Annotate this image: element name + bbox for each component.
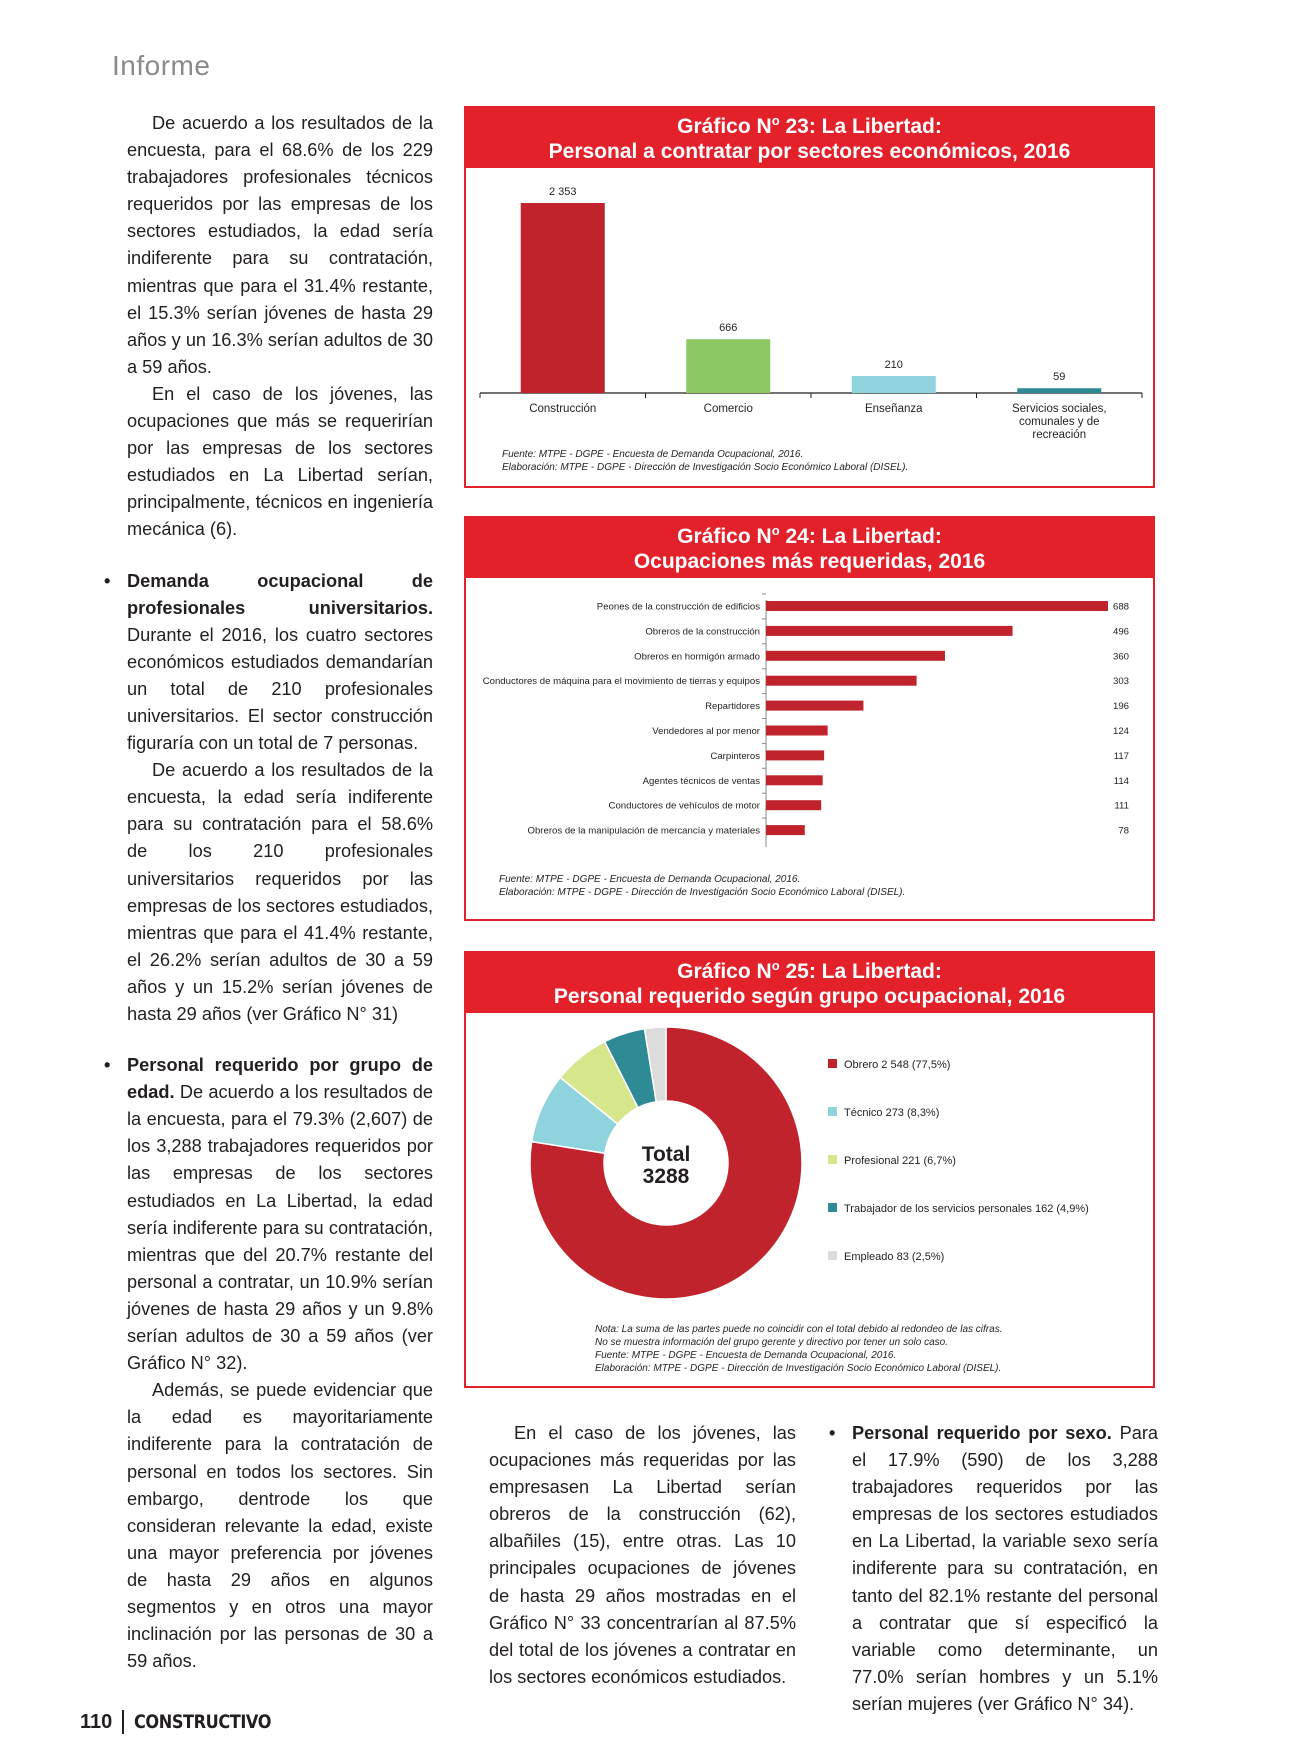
bullet-paragraph	[127, 568, 433, 758]
data-label: 117	[1113, 750, 1129, 762]
bar	[766, 800, 821, 810]
category-label: Servicios sociales, comunales y de recreación	[1011, 403, 1107, 441]
category-label: Carpinteros	[710, 750, 760, 762]
legend-swatch	[828, 1107, 837, 1116]
chart-notes: Nota: La suma de las partes puede no coincidir con el total debido al redondeo de las cifras. No se muestra información del grupo gerente y directivo por tener un solo caso. Fuente: MTPE - DGPE - Encuesta de Demanda Ocupacional, 2016. Elaboración: MTPE - DGPE - Dirección de Investigación Socio Económico Laboral (DISEL).	[595, 1324, 1003, 1374]
legend-label: Profesional 221 (6,7%)	[844, 1155, 956, 1167]
category-label: Construcción	[529, 403, 597, 415]
paragraph: En el caso de los jóvenes, las ocupaciones más requeridas por las empresasen La Libertad serían obreros de la construcción (62), albañiles (15), entre otras. Las 10 principales ocupaciones de jóvenes de hasta 29 años mostradas en el Gráfico N° 33 concentrarían al 87.5% del total de los jóvenes a contratar en los sectores económicos estudiados.	[489, 1423, 796, 1687]
paragraph: De acuerdo a los resultados de la encuesta, la edad sería indiferente para su contratación para el 58.6% de los 210 profesionales universitarios requeridos por las empresas de los sectores estudiados, mientras que para el 41.4% restante, el 26.2% serían adultos de 30 a 59 años y un 15.2% serían jóvenes de hasta 29 años (ver Gráfico N° 31)	[127, 760, 433, 1024]
donut-chart-25	[466, 1013, 1153, 1313]
chart-title: Gráfico $N^o$ 25: La Libertad: Personal requerido según grupo ocupacional, 2016	[466, 953, 1153, 1013]
bar	[766, 726, 828, 736]
data-label: 496	[1112, 626, 1129, 638]
category-label: Obreros de la manipulación de mercancía y materiales	[527, 825, 760, 837]
data-label: 666	[719, 322, 738, 335]
chart-source: Fuente: MTPE - DGPE - Encuesta de Demanda Ocupacional, 2016. Elaboración: MTPE - DGPE - Dirección de Investigación Socio Económico Laboral (DISEL).	[502, 449, 909, 473]
bar	[766, 651, 945, 661]
bar	[766, 626, 1013, 636]
chart-subtitle: Ocupaciones más requeridas, 2016	[633, 550, 986, 573]
category-label: Agentes técnicos de ventas	[642, 775, 760, 787]
chart-source: Fuente: MTPE - DGPE - Encuesta de Demanda Ocupacional, 2016. Elaboración: MTPE - DGPE - Dirección de Investigación Socio Económico Laboral (DISEL).	[499, 874, 906, 898]
legend-swatch	[828, 1155, 837, 1164]
magazine-logo: CONSTRUCTIVO	[134, 1711, 272, 1733]
paragraph: En el caso de los jóvenes, las ocupaciones que más se requerirían por las empresas de los sectores estudiados en La Libertad serían, principalmente, técnicos en ingeniería mecánica (6).	[127, 383, 433, 540]
category-label: Peones de la construcción de edificios	[596, 601, 760, 613]
paragraph: Además, se puede evidenciar que la edad es mayoritariamente indiferente para la contratación de personal en todos los sectores. Sin embargo, dentrode los que consideran relevante la edad, existe una mayor preferencia por jóvenes de hasta 29 años en algunos segmentos y en otros una mayor inclinación por las personas de 30 a 59 años.	[127, 1380, 433, 1672]
bar	[1017, 388, 1101, 393]
chart-subtitle: Personal a contratar por sectores económicos, 2016	[548, 140, 1071, 163]
bullet-paragraph	[852, 1420, 1158, 1718]
data-label: 2 353	[548, 186, 577, 198]
left-column	[127, 110, 433, 1675]
chart-25	[464, 951, 1155, 1388]
legend-label: Trabajador de los servicios personales 162 (4,9%)	[844, 1203, 1089, 1215]
legend-swatch	[828, 1059, 837, 1068]
data-label: 59	[1053, 371, 1066, 384]
bullet-title: Demanda ocupacional de profesionales universitarios.	[127, 570, 433, 618]
bar-chart-23	[466, 168, 1153, 441]
hbar-chart-24	[466, 578, 1153, 863]
page-footer	[80, 1710, 295, 1734]
category-label: Enseñanza	[864, 403, 923, 415]
bullet-text: Durante el 2016, los cuatro sectores económicos estudiados demandarían un total de 210 profesionales universitarios. El sector construcción figuraría con un total de 7 personas.	[127, 624, 433, 754]
bar	[852, 376, 936, 393]
data-label: 124	[1112, 726, 1129, 737]
chart-subtitle: Personal requerido según grupo ocupacional, 2016	[553, 985, 1066, 1008]
category-label: Obreros de la construcción	[645, 626, 760, 638]
paragraph: De acuerdo a los resultados de la encuesta, para el 68.6% de los 229 trabajadores profesionales técnicos requeridos por las empresas de los sectores estudiados, la edad sería indiferente para su contratación, mientras que para el 31.4% restante, el 15.3% serían jóvenes de hasta 29 años y un 16.3% serían adultos de 30 a 59 años.	[127, 113, 433, 377]
legend-swatch	[828, 1251, 837, 1260]
data-label: 688	[1112, 601, 1129, 613]
data-label: 210	[884, 359, 903, 372]
bar	[766, 676, 917, 686]
bar	[766, 701, 863, 711]
center-label: Total	[641, 1143, 691, 1166]
data-label: 111	[1114, 800, 1129, 812]
data-label: 114	[1113, 775, 1129, 787]
bullet-text: De acuerdo a los resultados de la encuesta, para el 79.3% (2,607) de los 3,288 trabajadores requeridos por las empresas de los sectores estudiados en La Libertad, la edad sería indiferente para su contratación, mientras que del 20.7% restante del personal a contratar, un 10.9% serían jóvenes de hasta 29 años y un 9.8% serían adultos de 30 a 59 años (ver Gráfico N° 32).	[127, 1082, 433, 1374]
legend-swatch	[828, 1203, 837, 1212]
bullet-text: Para el 17.9% (590) de los 3,288 trabajadores requeridos por las empresas de los sectores estudiados en La Libertad, la variable sexo sería indiferente para su contratación, en tanto del 82.1% restante del personal a contratar que sí especificó la variable como determinante, un 77.0% serían hombres y un 5.1% serían mujeres (ver Gráfico N° 34).	[852, 1423, 1158, 1714]
bar	[766, 825, 805, 835]
bullet-paragraph	[127, 1052, 433, 1377]
category-label: Repartidores	[705, 701, 760, 713]
category-label: Comercio	[703, 403, 753, 415]
footer-divider	[122, 1710, 124, 1734]
center-total: 3288	[642, 1165, 690, 1188]
category-label: Vendedores al por menor	[652, 726, 760, 737]
right-column	[852, 1420, 1158, 1718]
legend-label: Empleado 83 (2,5%)	[844, 1251, 945, 1263]
category-label: Obreros en hormigón armado	[634, 651, 760, 663]
data-label: 196	[1112, 701, 1129, 713]
legend-label: Obrero 2 548 (77,5%)	[844, 1059, 951, 1071]
data-label: 303	[1112, 676, 1129, 688]
data-label: 360	[1112, 651, 1129, 663]
data-label: 78	[1118, 825, 1129, 837]
legend-label: Técnico 273 (8,3%)	[844, 1107, 940, 1119]
bullet-title: Personal requerido por sexo.	[852, 1423, 1112, 1443]
chart-title: Gráfico $N^o$ 23: La Libertad: Personal a contratar por sectores económicos, 2016	[466, 108, 1153, 168]
bar	[766, 601, 1108, 611]
chart-23	[464, 106, 1155, 488]
bar	[766, 750, 824, 760]
middle-column	[489, 1420, 796, 1691]
page-number: 110	[80, 1710, 113, 1733]
bar	[766, 775, 823, 785]
category-label: Conductores de máquina para el movimiento de tierras y equipos	[482, 676, 760, 688]
section-header: Informe	[112, 50, 211, 81]
chart-title: Gráfico $N^o$ 24: La Libertad: Ocupaciones más requeridas, 2016	[466, 518, 1153, 578]
chart-24	[464, 516, 1155, 921]
category-label: Conductores de vehículos de motor	[608, 800, 760, 812]
bar	[686, 339, 770, 393]
bar	[521, 203, 605, 393]
bullet-title: Personal requerido por grupo de edad.	[127, 1055, 433, 1103]
